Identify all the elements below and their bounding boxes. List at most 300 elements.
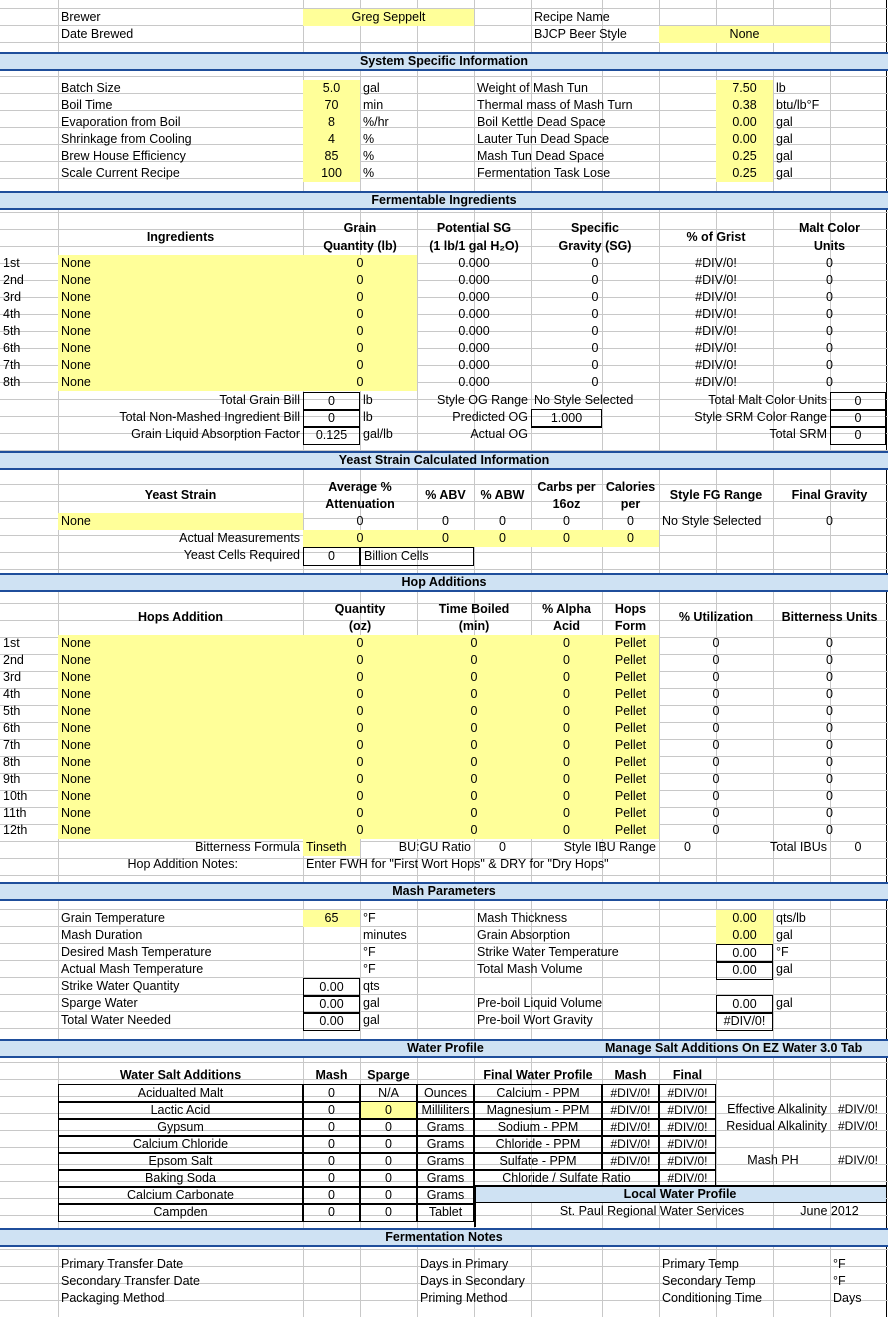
water-profile-mash: #DIV/0! <box>602 1084 659 1103</box>
fermentable-grist-pct: #DIV/0! <box>695 273 737 287</box>
hop-ordinal: 5th <box>3 704 21 718</box>
mash-unit: gal <box>776 996 793 1010</box>
system-label: Evaporation from Boil <box>61 115 181 129</box>
fermentable-specific-gravity: 0 <box>591 341 599 355</box>
mash-label: Strike Water Quantity <box>61 979 180 993</box>
hop-name-input[interactable]: None <box>58 720 303 737</box>
hop-form-select[interactable]: Pellet <box>602 703 659 720</box>
hop-qty-input[interactable]: 0 <box>303 686 417 703</box>
mash-section-title: Mash Parameters <box>392 884 496 898</box>
residual-alkalinity-value: #DIV/0! <box>837 1119 879 1133</box>
hop-form-select[interactable]: Pellet <box>602 754 659 771</box>
system-section-title: System Specific Information <box>359 54 529 68</box>
yeast-abv: 0 <box>442 514 449 528</box>
yeast-carbs: 0 <box>563 514 570 528</box>
system-input[interactable]: 0.38 <box>716 97 773 114</box>
water-profile-name: Sodium - PPM <box>474 1118 602 1137</box>
hop-bitterness: 0 <box>826 704 833 718</box>
hops-section-title: Hop Additions <box>401 575 487 589</box>
fermentable-mcu: 0 <box>826 273 833 287</box>
hop-utilization: 0 <box>712 806 720 820</box>
hop-time-input[interactable]: 0 <box>417 754 531 771</box>
col-yeast-strain: Yeast Strain <box>144 488 217 502</box>
system-input[interactable]: 8 <box>303 114 360 131</box>
hop-alpha-input[interactable]: 0 <box>531 686 602 703</box>
fermentable-name-input[interactable]: None <box>58 357 303 374</box>
water-salt-unit: Milliliters <box>417 1101 474 1120</box>
style-srm-value: 0 <box>830 409 886 428</box>
effective-alkalinity-value: #DIV/0! <box>837 1102 879 1116</box>
mash-value[interactable]: 65 <box>303 910 360 927</box>
hop-ordinal: 9th <box>3 772 21 786</box>
col-grain-unit: Quantity (lb) <box>323 239 397 253</box>
bitterness-formula-select[interactable]: Tinseth <box>303 839 360 856</box>
yeast-cells-value: 0 <box>303 547 360 566</box>
fermentable-grist-pct: #DIV/0! <box>695 256 737 270</box>
water-salt-unit: Grams <box>417 1186 474 1205</box>
system-input[interactable]: 0.00 <box>716 131 773 148</box>
fermentable-qty-input[interactable]: 0 <box>303 289 417 306</box>
hop-name-input[interactable]: None <box>58 669 303 686</box>
mash-label: Grain Temperature <box>61 911 165 925</box>
hop-ordinal: 1st <box>3 636 20 650</box>
hop-time-input[interactable]: 0 <box>417 805 531 822</box>
hop-time-input[interactable]: 0 <box>417 652 531 669</box>
system-label: Shrinkage from Cooling <box>61 132 192 146</box>
water-salt-sparge: N/A <box>360 1084 417 1103</box>
col-hop-qty: Quantity <box>334 602 386 616</box>
fermentation-section-title: Fermentation Notes <box>385 1230 503 1244</box>
mash-value[interactable]: 0.00 <box>716 927 773 944</box>
hop-name-input[interactable]: None <box>58 822 303 839</box>
fermentable-ordinal: 1st <box>3 256 20 270</box>
hop-bitterness: 0 <box>826 721 833 735</box>
col-grist: % of Grist <box>686 230 746 244</box>
hop-form-select[interactable]: Pellet <box>602 737 659 754</box>
fermentable-potential-sg: 0.000 <box>458 307 490 321</box>
hop-time-input[interactable]: 0 <box>417 635 531 652</box>
mash-ph-value: #DIV/0! <box>837 1153 879 1167</box>
system-label: Mash Tun Dead Space <box>477 149 605 163</box>
system-input[interactable]: 100 <box>303 165 360 182</box>
fermentable-grist-pct: #DIV/0! <box>695 375 737 389</box>
system-unit: gal <box>776 166 793 180</box>
col-calories-2: per <box>620 497 641 511</box>
total-grain-label: Total Grain Bill <box>219 393 300 407</box>
hop-time-input[interactable]: 0 <box>417 669 531 686</box>
water-salt-mash: 0 <box>303 1169 360 1188</box>
hop-alpha-input[interactable]: 0 <box>531 737 602 754</box>
fermentable-potential-sg: 0.000 <box>458 256 490 270</box>
hop-utilization: 0 <box>712 636 720 650</box>
hop-alpha-input[interactable]: 0 <box>531 822 602 839</box>
system-label: Thermal mass of Mash Turn <box>477 98 633 112</box>
col-grain: Grain <box>343 221 377 235</box>
col-potential-sg-unit: (1 lb/1 gal H₂O) <box>429 239 519 253</box>
system-label: Boil Time <box>61 98 113 112</box>
water-salt-sparge[interactable]: 0 <box>360 1101 417 1120</box>
hop-name-input[interactable]: None <box>58 805 303 822</box>
hop-qty-input[interactable]: 0 <box>303 652 417 669</box>
water-profile-name: Magnesium - PPM <box>474 1101 602 1120</box>
hop-name-input[interactable]: None <box>58 652 303 669</box>
water-salt-unit: Grams <box>417 1135 474 1154</box>
mash-label: Sparge Water <box>61 996 138 1010</box>
water-salt-name: Epsom Salt <box>58 1152 303 1171</box>
col-salt-mash: Mash <box>315 1068 348 1082</box>
bitterness-formula-label: Bitterness Formula <box>195 840 300 854</box>
system-label: Lauter Tun Dead Space <box>477 132 610 146</box>
water-profile-final: #DIV/0! <box>659 1118 716 1137</box>
hop-name-input[interactable]: None <box>58 788 303 805</box>
water-salt-name: Lactic Acid <box>58 1101 303 1120</box>
hop-bitterness: 0 <box>826 772 833 786</box>
hop-name-input[interactable]: None <box>58 703 303 720</box>
mash-unit: °F <box>363 945 376 959</box>
hop-bitterness: 0 <box>826 670 833 684</box>
hop-name-input[interactable]: None <box>58 686 303 703</box>
fermentable-ordinal: 7th <box>3 358 21 372</box>
mash-label: Strike Water Temperature <box>477 945 619 959</box>
mash-value: 0.00 <box>303 995 360 1014</box>
date-brewed-label: Date Brewed <box>61 27 134 41</box>
system-input[interactable]: 0.25 <box>716 165 773 182</box>
hop-form-select[interactable]: Pellet <box>602 771 659 788</box>
fermentation-label: Days in Primary <box>420 1257 509 1271</box>
yeast-final-gravity: 0 <box>826 514 833 528</box>
hop-bitterness: 0 <box>826 687 833 701</box>
mash-label: Pre-boil Liquid Volume <box>477 996 603 1010</box>
fermentable-qty-input[interactable]: 0 <box>303 323 417 340</box>
system-unit: min <box>363 98 384 112</box>
hop-time-input[interactable]: 0 <box>417 737 531 754</box>
hop-time-input[interactable]: 0 <box>417 788 531 805</box>
mash-unit: qts <box>363 979 380 993</box>
style-og-value: No Style Selected <box>534 393 634 407</box>
hop-alpha-input[interactable]: 0 <box>531 652 602 669</box>
non-mashed-unit: lb <box>363 410 373 424</box>
col-attenuation: Average % <box>328 480 392 494</box>
col-style-fg: Style FG Range <box>669 488 763 502</box>
system-unit: gal <box>363 81 380 95</box>
system-input[interactable]: 7.50 <box>716 80 773 97</box>
hop-qty-input[interactable]: 0 <box>303 805 417 822</box>
hop-time-input[interactable]: 0 <box>417 822 531 839</box>
fermentable-specific-gravity: 0 <box>591 358 599 372</box>
fermentable-potential-sg: 0.000 <box>458 358 490 372</box>
hop-name-input[interactable]: None <box>58 635 303 652</box>
hop-alpha-input[interactable]: 0 <box>531 669 602 686</box>
water-salt-name: Calcium Carbonate <box>58 1186 303 1205</box>
fermentable-qty-input[interactable]: 0 <box>303 357 417 374</box>
water-profile-final: #DIV/0! <box>659 1152 716 1171</box>
col-malt-color-unit: Units <box>813 239 846 253</box>
hop-ordinal: 6th <box>3 721 21 735</box>
water-salt-name: Campden <box>58 1203 303 1222</box>
hop-ordinal: 3rd <box>3 670 22 684</box>
hop-alpha-input[interactable]: 0 <box>531 771 602 788</box>
local-water-profile-title: Local Water Profile <box>474 1185 886 1203</box>
fermentable-specific-gravity: 0 <box>591 273 599 287</box>
fermentable-ordinal: 4th <box>3 307 21 321</box>
water-salt-unit: Grams <box>417 1152 474 1171</box>
fermentation-label: Secondary Transfer Date <box>61 1274 200 1288</box>
brewer-input[interactable]: Greg Seppelt <box>303 9 474 26</box>
actual-abw[interactable]: 0 <box>474 530 531 547</box>
brewer-label: Brewer <box>61 10 101 24</box>
style-og-label: Style OG Range <box>436 393 528 407</box>
actual-attenuation[interactable]: 0 <box>303 530 417 547</box>
hop-form-select[interactable]: Pellet <box>602 652 659 669</box>
system-label: Weight of Mash Tun <box>477 81 588 95</box>
total-mcu-value: 0 <box>830 392 886 411</box>
fermentable-specific-gravity: 0 <box>591 290 599 304</box>
fermentable-name-input[interactable]: None <box>58 272 303 289</box>
hop-qty-input[interactable]: 0 <box>303 720 417 737</box>
mash-label: Total Mash Volume <box>477 962 583 976</box>
water-profile-mash: #DIV/0! <box>602 1101 659 1120</box>
system-unit: %/hr <box>363 115 389 129</box>
system-input[interactable]: 0.00 <box>716 114 773 131</box>
bugu-label: BU:GU Ratio <box>398 840 471 854</box>
water-salt-name: Calcium Chloride <box>58 1135 303 1154</box>
fermentables-section-title: Fermentable Ingredients <box>371 193 517 207</box>
fermentable-name-input[interactable]: None <box>58 306 303 323</box>
mash-unit: gal <box>363 996 380 1010</box>
water-salt-sparge: 0 <box>360 1135 417 1154</box>
hop-alpha-input[interactable]: 0 <box>531 720 602 737</box>
mash-label: Pre-boil Wort Gravity <box>477 1013 593 1027</box>
hop-time-input[interactable]: 0 <box>417 686 531 703</box>
system-unit: % <box>363 166 375 180</box>
hop-ordinal: 10th <box>3 789 28 803</box>
hop-qty-input[interactable]: 0 <box>303 754 417 771</box>
hop-qty-input[interactable]: 0 <box>303 703 417 720</box>
effective-alkalinity-label: Effective Alkalinity <box>727 1102 827 1116</box>
system-unit: gal <box>776 149 793 163</box>
hop-qty-input[interactable]: 0 <box>303 788 417 805</box>
system-input[interactable]: 5.0 <box>303 80 360 97</box>
fermentable-specific-gravity: 0 <box>591 256 599 270</box>
mash-unit: gal <box>776 928 793 942</box>
hop-qty-input[interactable]: 0 <box>303 737 417 754</box>
hop-alpha-input[interactable]: 0 <box>531 703 602 720</box>
fermentable-mcu: 0 <box>826 290 833 304</box>
bjcp-style-select[interactable]: None <box>659 26 830 43</box>
hop-utilization: 0 <box>712 687 720 701</box>
fermentable-potential-sg: 0.000 <box>458 341 490 355</box>
actual-carbs[interactable]: 0 <box>531 530 602 547</box>
col-utilization: % Utilization <box>678 610 754 624</box>
water-profile-mash: #DIV/0! <box>602 1118 659 1137</box>
system-input[interactable]: 70 <box>303 97 360 114</box>
hop-utilization: 0 <box>712 789 720 803</box>
col-abw: % ABW <box>480 488 525 502</box>
yeast-strain-input[interactable]: None <box>58 513 303 530</box>
chloride-sulfate-ratio-label: Chloride / Sulfate Ratio <box>474 1169 659 1188</box>
fermentable-mcu: 0 <box>826 375 833 389</box>
system-unit: % <box>363 149 375 163</box>
hop-alpha-input[interactable]: 0 <box>531 788 602 805</box>
style-ibu-label: Style IBU Range <box>563 840 656 854</box>
actual-measurements-label: Actual Measurements <box>179 531 300 545</box>
water-profile-mash: #DIV/0! <box>602 1135 659 1154</box>
col-carbs-2: 16oz <box>552 497 581 511</box>
style-srm-label: Style SRM Color Range <box>694 410 827 424</box>
predicted-og-value: 1.000 <box>531 409 602 428</box>
non-mashed-value: 0 <box>303 409 360 428</box>
hop-qty-input[interactable]: 0 <box>303 822 417 839</box>
manage-salt-additions-link[interactable]: Manage Salt Additions On EZ Water 3.0 Tab <box>605 1041 863 1055</box>
local-water-date: June 2012 <box>800 1204 859 1218</box>
water-salt-mash: 0 <box>303 1152 360 1171</box>
system-label: Scale Current Recipe <box>61 166 180 180</box>
mash-label: Mash Thickness <box>477 911 568 925</box>
mash-ph-label: Mash PH <box>747 1153 799 1167</box>
system-input[interactable]: 4 <box>303 131 360 148</box>
water-salt-sparge: 0 <box>360 1169 417 1188</box>
water-salt-sparge: 0 <box>360 1186 417 1205</box>
hop-bitterness: 0 <box>826 823 833 837</box>
total-mcu-label: Total Malt Color Units <box>708 393 827 407</box>
hop-bitterness: 0 <box>826 653 833 667</box>
water-salt-unit: Grams <box>417 1169 474 1188</box>
fermentable-ordinal: 6th <box>3 341 21 355</box>
yeast-abw: 0 <box>499 514 506 528</box>
hop-form-select[interactable]: Pellet <box>602 788 659 805</box>
hop-alpha-input[interactable]: 0 <box>531 805 602 822</box>
col-profile-mash: Mash <box>614 1068 647 1082</box>
actual-calories[interactable]: 0 <box>602 530 659 547</box>
col-profile-final: Final <box>672 1068 703 1082</box>
actual-abv[interactable]: 0 <box>417 530 474 547</box>
hop-bitterness: 0 <box>826 806 833 820</box>
hop-name-input[interactable]: None <box>58 754 303 771</box>
mash-value: 0.00 <box>716 995 773 1014</box>
actual-og-input[interactable] <box>531 426 602 428</box>
fermentable-ordinal: 3rd <box>3 290 22 304</box>
total-ibu-label: Total IBUs <box>770 840 827 854</box>
fermentable-name-input[interactable]: None <box>58 374 303 391</box>
col-water-salts: Water Salt Additions <box>119 1068 242 1082</box>
fermentation-label: Primary Transfer Date <box>61 1257 184 1271</box>
hop-name-input[interactable]: None <box>58 771 303 788</box>
fermentable-qty-input[interactable]: 0 <box>303 306 417 323</box>
col-alpha-2: Acid <box>552 619 581 633</box>
col-calories: Calories <box>605 480 656 494</box>
mash-unit: minutes <box>363 928 407 942</box>
fermentable-mcu: 0 <box>826 341 833 355</box>
fermentable-name-input[interactable]: None <box>58 323 303 340</box>
yeast-style-fg: No Style Selected <box>662 514 762 528</box>
hop-qty-input[interactable]: 0 <box>303 771 417 788</box>
hop-alpha-input[interactable]: 0 <box>531 635 602 652</box>
col-attenuation-2: Attenuation <box>325 497 395 511</box>
fermentable-qty-input[interactable]: 0 <box>303 272 417 289</box>
hop-name-input[interactable]: None <box>58 737 303 754</box>
hop-notes-text: Enter FWH for "First Wort Hops" & DRY for "Dry Hops" <box>306 857 609 871</box>
fermentable-ordinal: 8th <box>3 375 21 389</box>
fermentable-qty-input[interactable]: 0 <box>303 255 417 272</box>
fermentable-mcu: 0 <box>826 256 833 270</box>
fermentation-label: Primary Temp <box>662 1257 739 1271</box>
hop-form-select[interactable]: Pellet <box>602 669 659 686</box>
water-profile-name: Sulfate - PPM <box>474 1152 602 1171</box>
water-salt-name: Acidualted Malt <box>58 1084 303 1103</box>
system-input[interactable]: 85 <box>303 148 360 165</box>
col-time-boiled: Time Boiled <box>438 602 510 616</box>
hop-time-input[interactable]: 0 <box>417 771 531 788</box>
hop-form-select[interactable]: Pellet <box>602 686 659 703</box>
fermentable-grist-pct: #DIV/0! <box>695 341 737 355</box>
fermentable-potential-sg: 0.000 <box>458 273 490 287</box>
system-label: Brew House Efficiency <box>61 149 186 163</box>
mash-value: 0.00 <box>716 944 773 963</box>
mash-label: Total Water Needed <box>61 1013 172 1027</box>
fermentable-potential-sg: 0.000 <box>458 290 490 304</box>
system-label: Boil Kettle Dead Space <box>477 115 606 129</box>
fermentation-unit: Days <box>833 1291 862 1305</box>
fermentation-label: Priming Method <box>420 1291 508 1305</box>
hop-alpha-input[interactable]: 0 <box>531 754 602 771</box>
fermentable-name-input[interactable]: None <box>58 289 303 306</box>
residual-alkalinity-label: Residual Alkalinity <box>726 1119 827 1133</box>
hop-form-select[interactable]: Pellet <box>602 822 659 839</box>
fermentable-qty-input[interactable]: 0 <box>303 340 417 357</box>
chloride-sulfate-ratio-value: #DIV/0! <box>659 1169 716 1188</box>
hop-utilization: 0 <box>712 653 720 667</box>
mash-value[interactable]: 0.00 <box>716 910 773 927</box>
col-hops-addition: Hops Addition <box>138 610 223 624</box>
total-grain-unit: lb <box>363 393 373 407</box>
mash-value: 0.00 <box>303 978 360 997</box>
hop-ordinal: 12th <box>3 823 28 837</box>
col-salt-sparge: Sparge <box>367 1068 410 1082</box>
hop-utilization: 0 <box>712 670 720 684</box>
col-bitterness: Bitterness Units <box>781 610 878 624</box>
water-profile-mash: #DIV/0! <box>602 1152 659 1171</box>
recipe-name-label: Recipe Name <box>534 10 610 24</box>
col-hop-form-2: Form <box>614 619 647 633</box>
hop-qty-input[interactable]: 0 <box>303 635 417 652</box>
hop-ordinal: 11th <box>3 806 27 820</box>
hop-bitterness: 0 <box>826 636 833 650</box>
hop-form-select[interactable]: Pellet <box>602 805 659 822</box>
hop-utilization: 0 <box>712 772 720 786</box>
yeast-section-title: Yeast Strain Calculated Information <box>338 453 550 467</box>
hop-time-input[interactable]: 0 <box>417 720 531 737</box>
hop-qty-input[interactable]: 0 <box>303 669 417 686</box>
absorption-value[interactable]: 0.125 <box>303 426 360 445</box>
fermentable-mcu: 0 <box>826 307 833 321</box>
fermentable-name-input[interactable]: None <box>58 255 303 272</box>
yeast-cells-unit: Billion Cells <box>360 547 474 566</box>
hop-form-select[interactable]: Pellet <box>602 720 659 737</box>
col-specific-gravity-unit: Gravity (SG) <box>558 239 632 253</box>
yeast-attenuation: 0 <box>356 514 364 528</box>
hop-time-input[interactable]: 0 <box>417 703 531 720</box>
water-salt-sparge: 0 <box>360 1118 417 1137</box>
system-input[interactable]: 0.25 <box>716 148 773 165</box>
fermentable-ordinal: 5th <box>3 324 21 338</box>
fermentable-name-input[interactable]: None <box>58 340 303 357</box>
fermentable-specific-gravity: 0 <box>591 375 599 389</box>
hop-form-select[interactable]: Pellet <box>602 635 659 652</box>
mash-label: Actual Mash Temperature <box>61 962 204 976</box>
col-alpha: % Alpha <box>542 602 591 616</box>
absorption-label: Grain Liquid Absorption Factor <box>131 427 300 441</box>
fermentable-qty-input[interactable]: 0 <box>303 374 417 391</box>
